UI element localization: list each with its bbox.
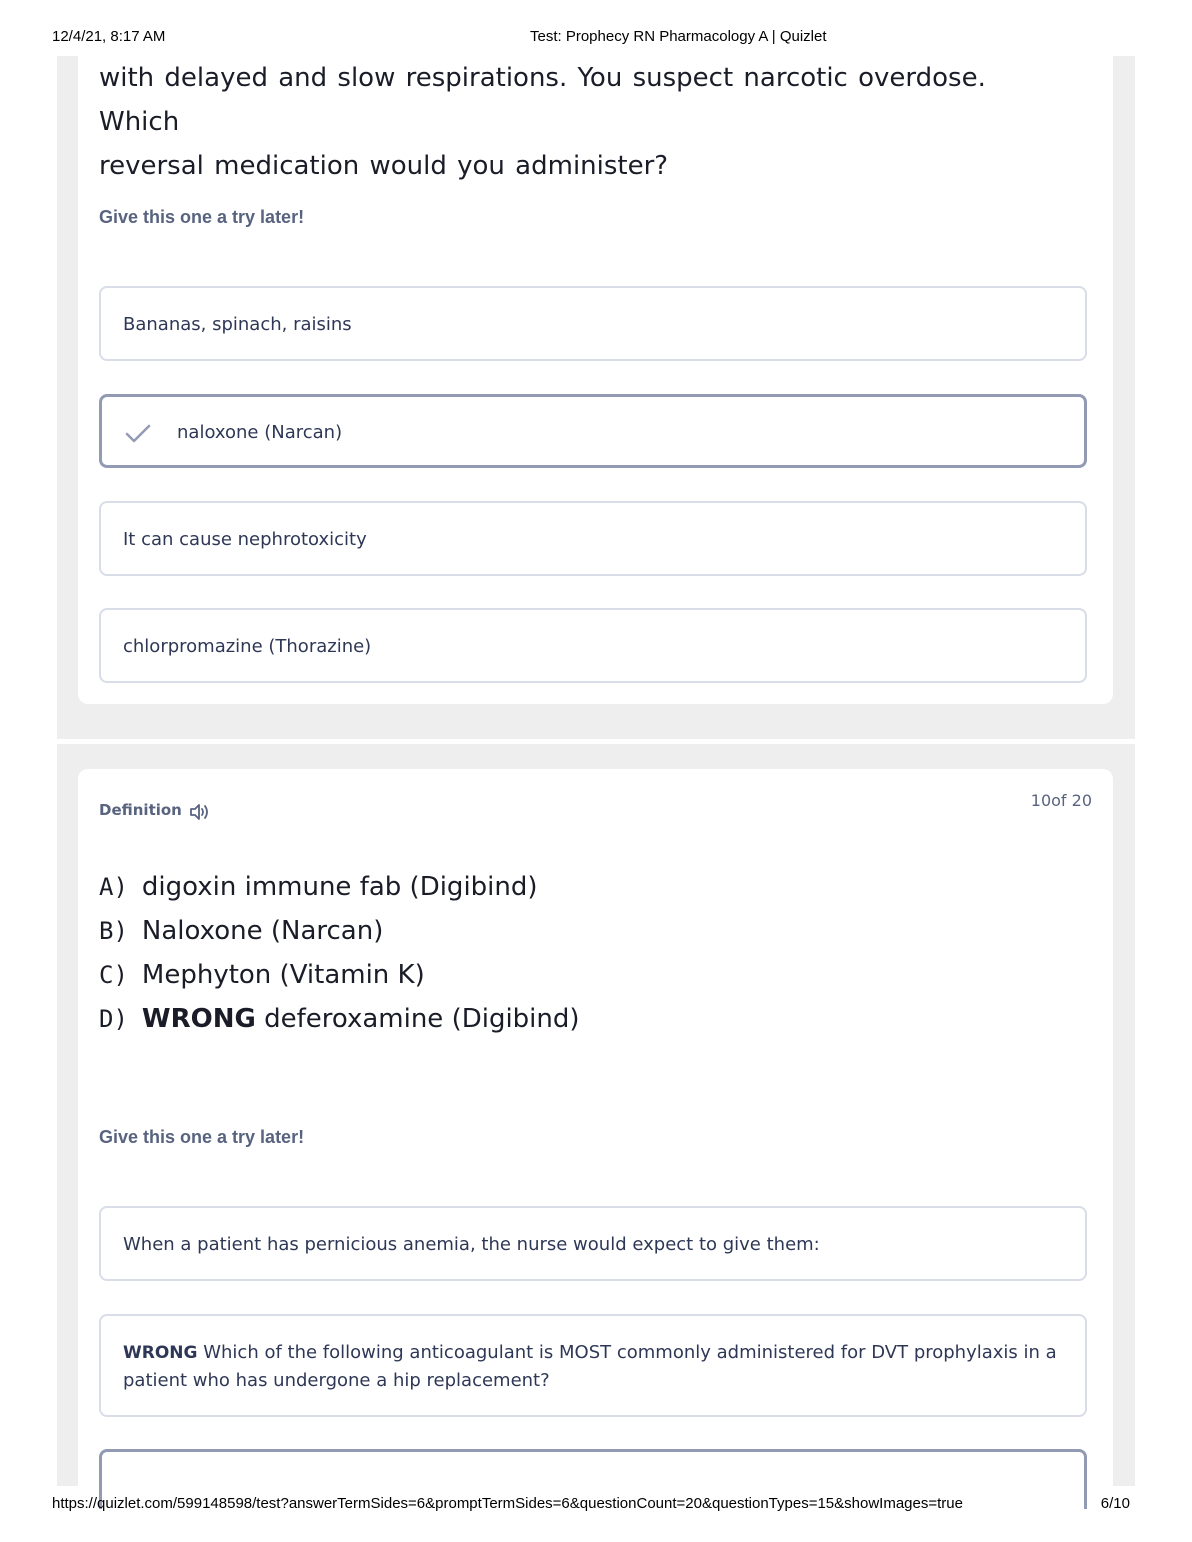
answer-text: Naloxone (Narcan) [141,916,384,946]
answer-option-text: It can cause nephrotoxicity [123,529,367,550]
question-prompt-line: reversal medication would you administer? [99,151,669,181]
answer-text: Mephyton (Vitamin K) [141,960,425,990]
answer-text: digoxin immune fab (Digibind) [141,872,538,902]
try-later-link[interactable]: Give this one a try later! [99,207,305,227]
term-side-label: Definition [99,801,182,819]
answer-option[interactable] [99,1206,1087,1281]
print-header [0,28,1192,48]
print-page-title: Test: Prophecy RN Pharmacology A | Quizlet [530,28,827,45]
definition-answer-line [99,953,580,997]
print-datetime: 12/4/21, 8:17 AM [52,28,166,45]
answer-option-selected[interactable] [99,394,1087,468]
answer-option-text: When a patient has pernicious anemia, the nurse would expect to give them: [123,1234,820,1255]
answer-option-text [123,1339,1063,1395]
answer-option-text: Bananas, spinach, raisins [123,314,352,335]
answer-letter: D) [99,1005,128,1033]
answer-option[interactable] [99,608,1087,683]
definition-answer-line [99,997,580,1041]
answer-option-line: patient who has undergone a hip replacement? [123,1370,550,1391]
question-card [78,56,1113,704]
answer-option[interactable] [99,286,1087,361]
answer-letter: B) [99,917,128,945]
definition-answer-line [99,909,580,953]
print-url: https://quizlet.com/599148598/test?answerTermSides=6&promptTermSides=6&questionCount=20&questionTypes=15&showImages=true [52,1495,963,1512]
answer-letter: A) [99,873,128,901]
answer-option-text: chlorpromazine (Thorazine) [123,636,372,657]
answer-text: deferoxamine (Digibind) [264,1004,580,1034]
definition-answer-line [99,865,580,909]
print-footer [0,1495,1192,1515]
question-prompt-line: with delayed and slow respirations. You suspect narcotic overdose. Which [99,63,986,137]
question-counter: 10of 20 [1030,791,1092,810]
definition-answer-list [99,865,580,1041]
question-prompt [99,56,1059,188]
question-card [78,769,1113,1486]
wrong-flag: WRONG [123,1343,198,1363]
speaker-icon[interactable] [188,801,210,823]
answer-letter: C) [99,961,128,989]
answer-option-text: naloxone (Narcan) [177,422,343,443]
answer-option-line: Which of the following anticoagulant is MOST commonly administered for DVT prophylaxis in a [203,1342,1057,1363]
checkmark-icon [124,419,152,447]
try-later-link[interactable]: Give this one a try later! [99,1127,305,1147]
wrong-flag: WRONG [141,1004,256,1034]
answer-option[interactable] [99,501,1087,576]
print-page-number: 6/10 [1100,1495,1130,1512]
answer-option[interactable] [99,1314,1087,1417]
